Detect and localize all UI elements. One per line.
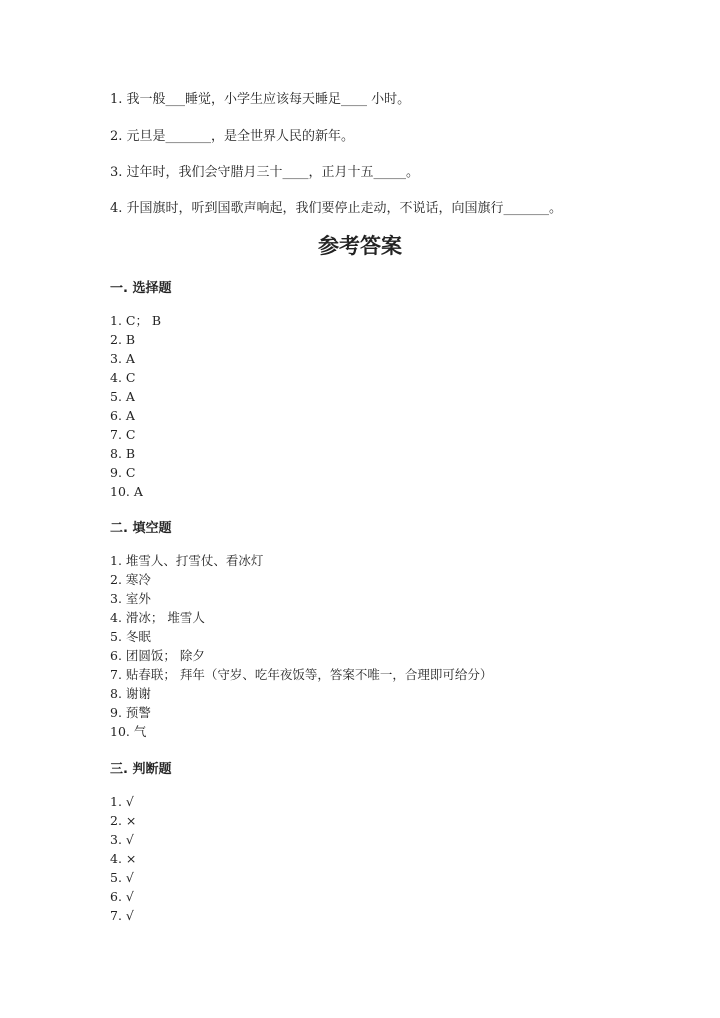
list-item: 2. 寒冷	[110, 572, 151, 587]
list-item: 6. √	[110, 889, 134, 904]
list-item: 4. ×	[110, 851, 137, 866]
list-item: 10. 气	[110, 724, 147, 739]
question-3: 3. 过年时，我们会守腊月三十____，正月十五_____。	[110, 165, 420, 180]
fill-answer-list	[110, 551, 492, 741]
choice-answer-list	[110, 311, 161, 501]
list-item: 9. C	[110, 465, 136, 480]
section-heading-choice: 一. 选择题	[110, 281, 172, 296]
list-item: 9. 预警	[110, 705, 151, 720]
list-item: 3. 室外	[110, 591, 151, 606]
list-item: 8. B	[110, 446, 136, 461]
list-item: 5. √	[110, 870, 134, 885]
section-heading-judge: 三. 判断题	[110, 762, 172, 777]
list-item: 8. 谢谢	[110, 686, 151, 701]
judge-answer-list	[110, 792, 136, 925]
list-item: 5. A	[110, 389, 135, 404]
list-item: 2. ×	[110, 813, 137, 828]
list-item: 10. A	[110, 484, 143, 499]
list-item: 3. √	[110, 832, 134, 847]
question-4: 4. 升国旗时，听到国歌声响起，我们要停止走动，不说话，向国旗行_______。	[110, 201, 563, 216]
list-item: 1. √	[110, 794, 134, 809]
list-item: 1. 堆雪人、打雪仗、看冰灯	[110, 553, 264, 568]
list-item: 1. C； B	[110, 313, 162, 328]
section-heading-fill: 二. 填空题	[110, 521, 172, 536]
list-item: 4. 滑冰； 堆雪人	[110, 610, 205, 625]
list-item: 6. A	[110, 408, 135, 423]
list-item: 5. 冬眠	[110, 629, 151, 644]
list-item: 6. 团圆饭； 除夕	[110, 648, 205, 663]
list-item: 3. A	[110, 351, 135, 366]
list-item: 4. C	[110, 370, 136, 385]
question-2: 2. 元旦是_______，是全世界人民的新年。	[110, 129, 355, 144]
list-item: 7. √	[110, 908, 134, 923]
question-1: 1. 我一般___睡觉，小学生应该每天睡足____ 小时。	[110, 92, 411, 107]
list-item: 7. 贴春联； 拜年（守岁、吃年夜饭等，答案不唯一，合理即可给分）	[110, 667, 493, 682]
list-item: 7. C	[110, 427, 136, 442]
answer-title: 参考答案	[318, 234, 402, 258]
list-item: 2. B	[110, 332, 136, 347]
